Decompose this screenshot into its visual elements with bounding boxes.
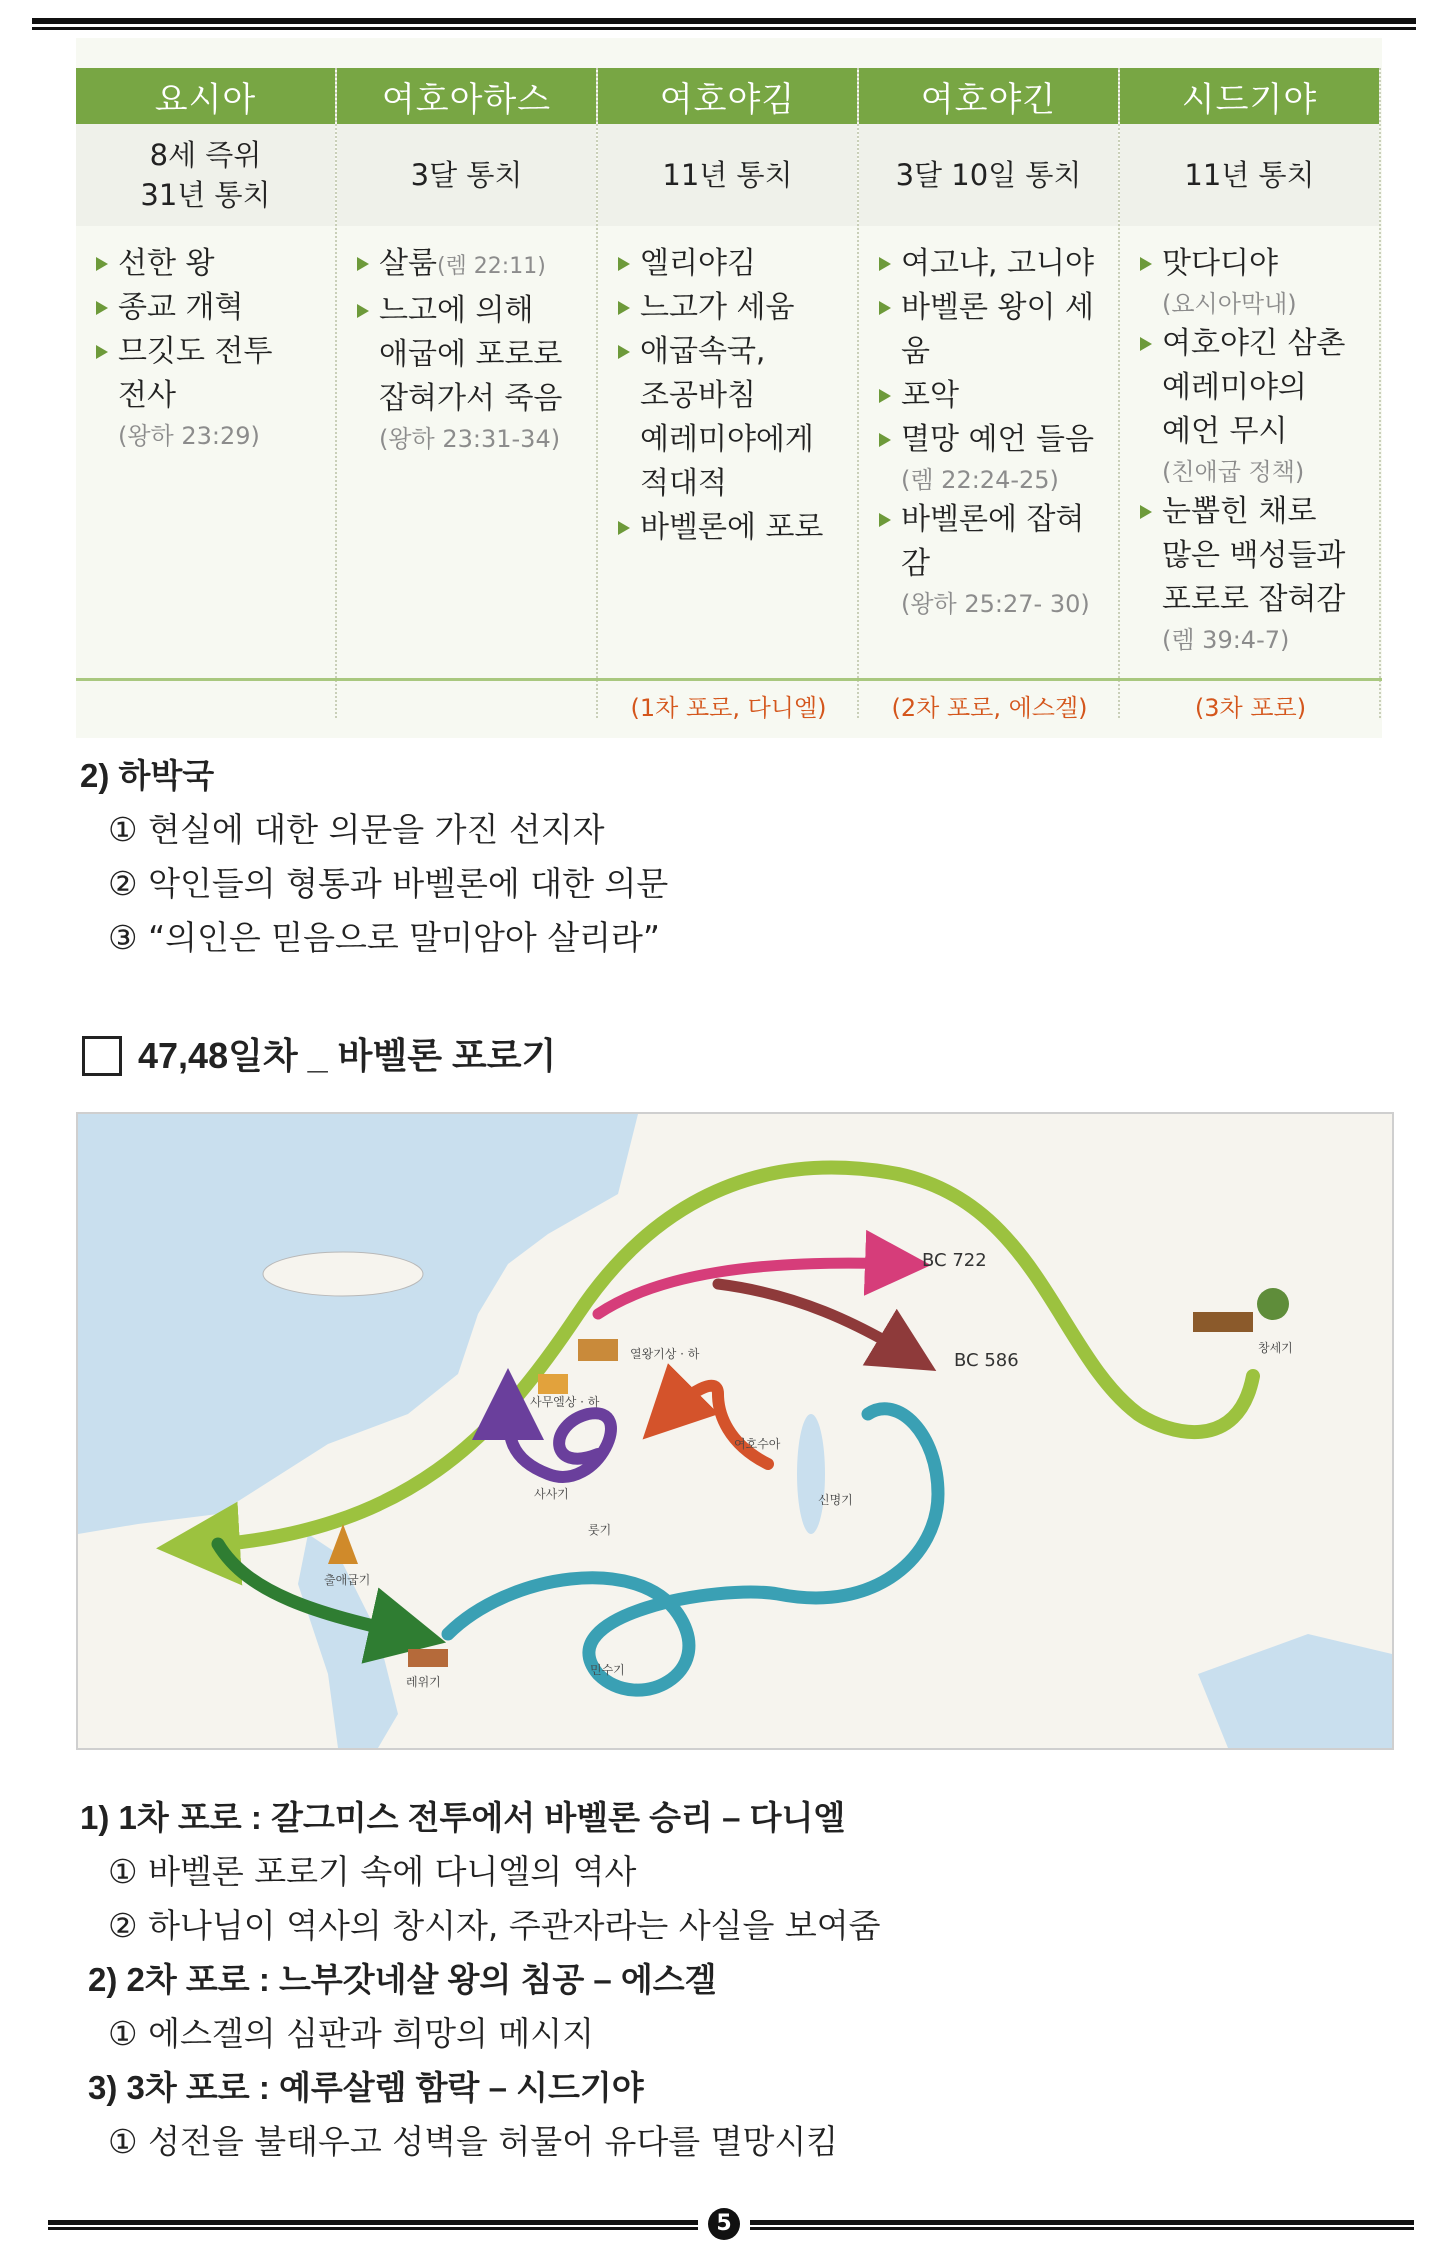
king-fact: 맛다디야 — [1140, 242, 1369, 286]
king-name: 여호아하스 — [337, 68, 596, 124]
babylon-exile-map — [76, 1112, 1394, 1750]
habakkuk-point: ③ “의인은 믿음으로 말미암아 살리라” — [108, 918, 661, 957]
king-reign: 11년 통치 — [598, 124, 857, 226]
king-reign: 3달 통치 — [337, 124, 596, 226]
captivity-3-point: ① 성전을 불태우고 성벽을 허물어 유다를 멸망시킴 — [108, 2122, 839, 2161]
table-baseline — [76, 678, 1382, 681]
king-fact-cont: 전사 — [118, 378, 176, 413]
top-rule — [32, 18, 1416, 30]
king-fact — [357, 242, 586, 289]
bc586-arrow — [718, 1284, 908, 1354]
bottom-rule-left — [48, 2220, 698, 2230]
king-fact-cont: 애굽에 포로로 — [379, 337, 563, 372]
label-leviticus: 레위기 — [406, 1675, 441, 1689]
king-fact: 여고냐, 고니야 — [879, 242, 1108, 286]
king-fact: 선한 왕 — [96, 242, 325, 286]
king-fact: 므깃도 전투 — [96, 330, 325, 374]
label-samuel: 사무엘상 · 하 — [530, 1395, 600, 1409]
habakkuk-title: 2) 하박국 — [80, 757, 215, 794]
king-fact-cont: 포로로 잡혀감 — [1162, 582, 1346, 617]
label-exodus: 출애굽기 — [324, 1573, 371, 1587]
label-kings: 열왕기상 · 하 — [630, 1347, 700, 1361]
scripture-ref: (왕하 23:31-34) — [379, 425, 561, 453]
king-name: 여호야긴 — [859, 68, 1118, 124]
king-column-zedekiah — [1120, 68, 1381, 718]
tree-icon — [1257, 1288, 1289, 1320]
king-reign: 3달 10일 통치 — [859, 124, 1118, 226]
scripture-ref: (친애굽 정책) — [1162, 458, 1305, 486]
section-heading: 47,48일차 _ 바벨론 포로기 — [138, 1035, 557, 1076]
king-name: 여호야김 — [598, 68, 857, 124]
king-fact: 바벨론 왕이 세움 — [879, 286, 1108, 374]
king-fact: 느고가 세움 — [618, 286, 847, 330]
reign-line: 31년 통치 — [140, 178, 271, 212]
king-column-jehoiakim — [598, 68, 859, 718]
scripture-ref: (요시아막내) — [1162, 290, 1297, 318]
king-fact-cont: 잡혀가서 죽음 — [379, 381, 563, 416]
king-fact: 느고에 의해 — [357, 289, 586, 333]
scripture-ref: (렘 22:24-25) — [901, 466, 1059, 494]
cyprus — [263, 1252, 423, 1296]
samuel-arrow — [508, 1404, 611, 1477]
king-fact-cont: 적대적 — [640, 466, 727, 501]
habakkuk-point: ① 현실에 대한 의문을 가진 선지자 — [108, 810, 605, 849]
label-genesis: 창세기 — [1258, 1341, 1293, 1355]
bottom-rule-right — [750, 2220, 1414, 2230]
captivity-3-title: 3) 3차 포로 : 예루살렘 함락 – 시드기야 — [88, 2069, 644, 2106]
king-fact: 여호야긴 삼촌 — [1140, 322, 1369, 366]
king-name: 시드기야 — [1120, 68, 1379, 124]
persian-gulf — [1198, 1634, 1392, 1748]
king-reign — [76, 124, 335, 226]
king-fact: 눈뽑힌 채로 — [1140, 490, 1369, 534]
label-bc586: BC 586 — [954, 1350, 1019, 1371]
label-deut: 신명기 — [818, 1493, 853, 1507]
king-fact: 포악 — [879, 374, 1108, 418]
king-fact-cont: 예레미야의 — [1162, 370, 1307, 405]
king-fact: 바벨론에 잡혀감 — [879, 498, 1108, 586]
map-svg — [78, 1114, 1392, 1748]
page-number: 5 — [708, 2208, 740, 2240]
joshua-arrow — [668, 1386, 768, 1464]
captivity-caption: (1차 포로, 다니엘) — [630, 694, 827, 722]
captivity-2-point: ① 에스겔의 심판과 희망의 메시지 — [108, 2014, 594, 2053]
king-fact: 엘리야김 — [618, 242, 847, 286]
king-fact: 애굽속국, — [618, 330, 847, 374]
temple-icon — [578, 1339, 618, 1361]
captivity-2-title: 2) 2차 포로 : 느부갓네살 왕의 침공 – 에스겔 — [88, 1961, 717, 1998]
scripture-ref: (렘 22:11) — [436, 254, 546, 279]
king-name: 요시아 — [76, 68, 335, 124]
dead-sea — [797, 1414, 825, 1534]
kings-table — [76, 38, 1382, 738]
reign-line: 8세 즉위 — [149, 138, 262, 172]
king-fact-cont: 조공바침 — [640, 378, 756, 413]
label-joshua: 여호수아 — [734, 1437, 781, 1451]
king-fact: 종교 개혁 — [96, 286, 325, 330]
label-numbers: 민수기 — [590, 1663, 625, 1677]
habakkuk-point: ② 악인들의 형통과 바벨론에 대한 의문 — [108, 864, 669, 903]
checkbox-icon — [82, 1036, 122, 1076]
label-judges: 사사기 — [534, 1487, 569, 1501]
label-bc722: BC 722 — [922, 1250, 987, 1271]
sinai-icon — [328, 1524, 358, 1564]
captivity-1-point: ② 하나님이 역사의 창시자, 주관자라는 사실을 보여줌 — [108, 1906, 881, 1945]
captivity-caption: (2차 포로, 에스겔) — [891, 694, 1088, 722]
king-fact-cont: 예레미야에게 — [640, 422, 814, 457]
king-column-josiah — [76, 68, 337, 718]
fortress-icon — [538, 1374, 568, 1394]
king-reign: 11년 통치 — [1120, 124, 1379, 226]
captivity-1-point: ① 바벨론 포로기 속에 다니엘의 역사 — [108, 1852, 637, 1891]
scripture-ref: (왕하 25:27- 30) — [901, 590, 1090, 618]
red-sea — [298, 1534, 398, 1748]
king-fact-cont: 많은 백성들과 — [1162, 538, 1346, 573]
king-column-jehoahaz — [337, 68, 598, 718]
scripture-ref: (왕하 23:29) — [118, 422, 260, 450]
king-fact: 바벨론에 포로 — [618, 506, 847, 550]
fact-text: 살룸 — [379, 246, 437, 281]
king-fact: 멸망 예언 들음 — [879, 418, 1108, 462]
captivity-caption: (3차 포로) — [1194, 694, 1307, 722]
label-ruth: 룻기 — [588, 1523, 612, 1537]
scripture-ref: (렘 39:4-7) — [1162, 626, 1290, 654]
tent-icon — [408, 1649, 448, 1667]
king-column-jehoiachin — [859, 68, 1120, 718]
ark-icon — [1193, 1312, 1253, 1332]
king-fact-cont: 예언 무시 — [1162, 414, 1288, 449]
captivity-1-title: 1) 1차 포로 : 갈그미스 전투에서 바벨론 승리 – 다니엘 — [80, 1799, 846, 1836]
